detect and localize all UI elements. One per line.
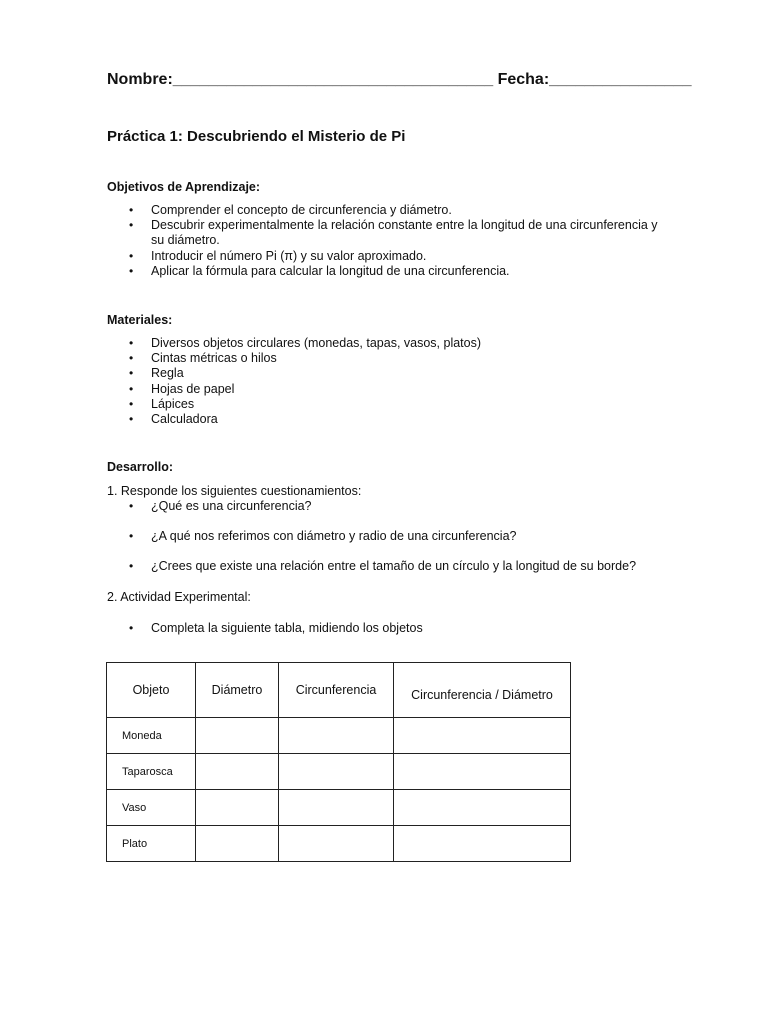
bullet-icon: • — [129, 559, 134, 573]
input-cell[interactable] — [394, 754, 571, 790]
list-item: • ¿Qué es una circunferencia? — [129, 499, 312, 513]
list-item: • ¿A qué nos referimos con diámetro y radio de una circunferencia? — [129, 529, 517, 543]
input-cell[interactable] — [394, 718, 571, 754]
table-row — [107, 826, 571, 862]
materials-heading: Materiales: — [107, 313, 173, 327]
object-cell: Vaso — [107, 790, 196, 826]
input-cell[interactable] — [394, 826, 571, 862]
list-item: • Lápices — [129, 396, 195, 411]
input-cell[interactable] — [394, 790, 571, 826]
bullet-icon: • — [129, 412, 134, 427]
bullet-icon: • — [129, 499, 134, 513]
list-item: • Diversos objetos circulares (monedas, tapas, vasos, platos) — [129, 336, 482, 350]
objectives-list — [107, 203, 661, 279]
header-line — [107, 71, 692, 89]
input-cell[interactable] — [196, 790, 279, 826]
step-1-text: 1. Responde los siguientes cuestionamientos: — [107, 484, 362, 498]
bullet-icon: • — [129, 336, 134, 350]
input-cell[interactable] — [279, 826, 394, 862]
bullet-icon: • — [129, 381, 134, 396]
input-cell[interactable] — [279, 754, 394, 790]
development-heading: Desarrollo: — [107, 460, 173, 474]
date-label: Fecha: — [497, 71, 550, 88]
date-blank: ________________ — [549, 71, 692, 88]
list-item: • Hojas de papel — [129, 381, 235, 396]
objectives-heading: Objetivos de Aprendizaje: — [107, 180, 261, 194]
name-label: Nombre: — [107, 71, 173, 88]
input-cell[interactable] — [196, 826, 279, 862]
list-item: • Descubrir experimentalmente la relación constante entre la longitud de una circunferencia y su diámetro. — [129, 218, 658, 248]
object-cell: Plato — [107, 826, 196, 862]
column-header-ratio: Circunferencia / Diámetro — [394, 663, 571, 718]
page-title: Práctica 1: Descubriendo el Misterio de Pi — [107, 128, 406, 145]
questions-list — [107, 499, 661, 514]
bullet-icon: • — [129, 351, 134, 366]
input-cell[interactable] — [279, 718, 394, 754]
name-blank: ____________________________________ — [172, 71, 494, 88]
input-cell[interactable] — [196, 754, 279, 790]
column-header-circunferencia: Circunferencia — [279, 663, 394, 718]
input-cell[interactable] — [279, 790, 394, 826]
table-row — [107, 718, 571, 754]
step-2-text: 2. Actividad Experimental: — [107, 590, 251, 604]
bullet-icon: • — [129, 263, 134, 278]
object-cell: Moneda — [107, 718, 196, 754]
bullet-icon: • — [129, 248, 134, 263]
list-item: • Introducir el número Pi (π) y su valor aproximado. — [129, 248, 427, 263]
measurement-table — [106, 662, 571, 862]
object-cell: Taparosca — [107, 754, 196, 790]
list-item: • Completa la siguiente tabla, midiendo los objetos — [129, 621, 423, 635]
list-item: • Comprender el concepto de circunferencia y diámetro. — [129, 203, 452, 217]
questions-list — [107, 559, 711, 574]
list-item: • Aplicar la fórmula para calcular la longitud de una circunferencia. — [129, 263, 510, 278]
materials-list — [107, 336, 661, 427]
bullet-icon: • — [129, 621, 134, 635]
bullet-icon: • — [129, 366, 134, 381]
bullet-icon: • — [129, 529, 134, 543]
bullet-icon: • — [129, 218, 134, 233]
instruction-list — [107, 621, 661, 636]
bullet-icon: • — [129, 203, 134, 217]
questions-list — [107, 529, 661, 544]
table-header-row — [107, 663, 571, 718]
list-item: • ¿Crees que existe una relación entre el tamaño de un círculo y la longitud de su borde? — [129, 559, 637, 573]
column-header-diametro: Diámetro — [196, 663, 279, 718]
table-row — [107, 754, 571, 790]
column-header-objeto: Objeto — [107, 663, 196, 718]
list-item: • Cintas métricas o hilos — [129, 351, 277, 366]
list-item: • Regla — [129, 366, 184, 381]
list-item: • Calculadora — [129, 412, 218, 427]
table-row — [107, 790, 571, 826]
input-cell[interactable] — [196, 718, 279, 754]
bullet-icon: • — [129, 396, 134, 411]
